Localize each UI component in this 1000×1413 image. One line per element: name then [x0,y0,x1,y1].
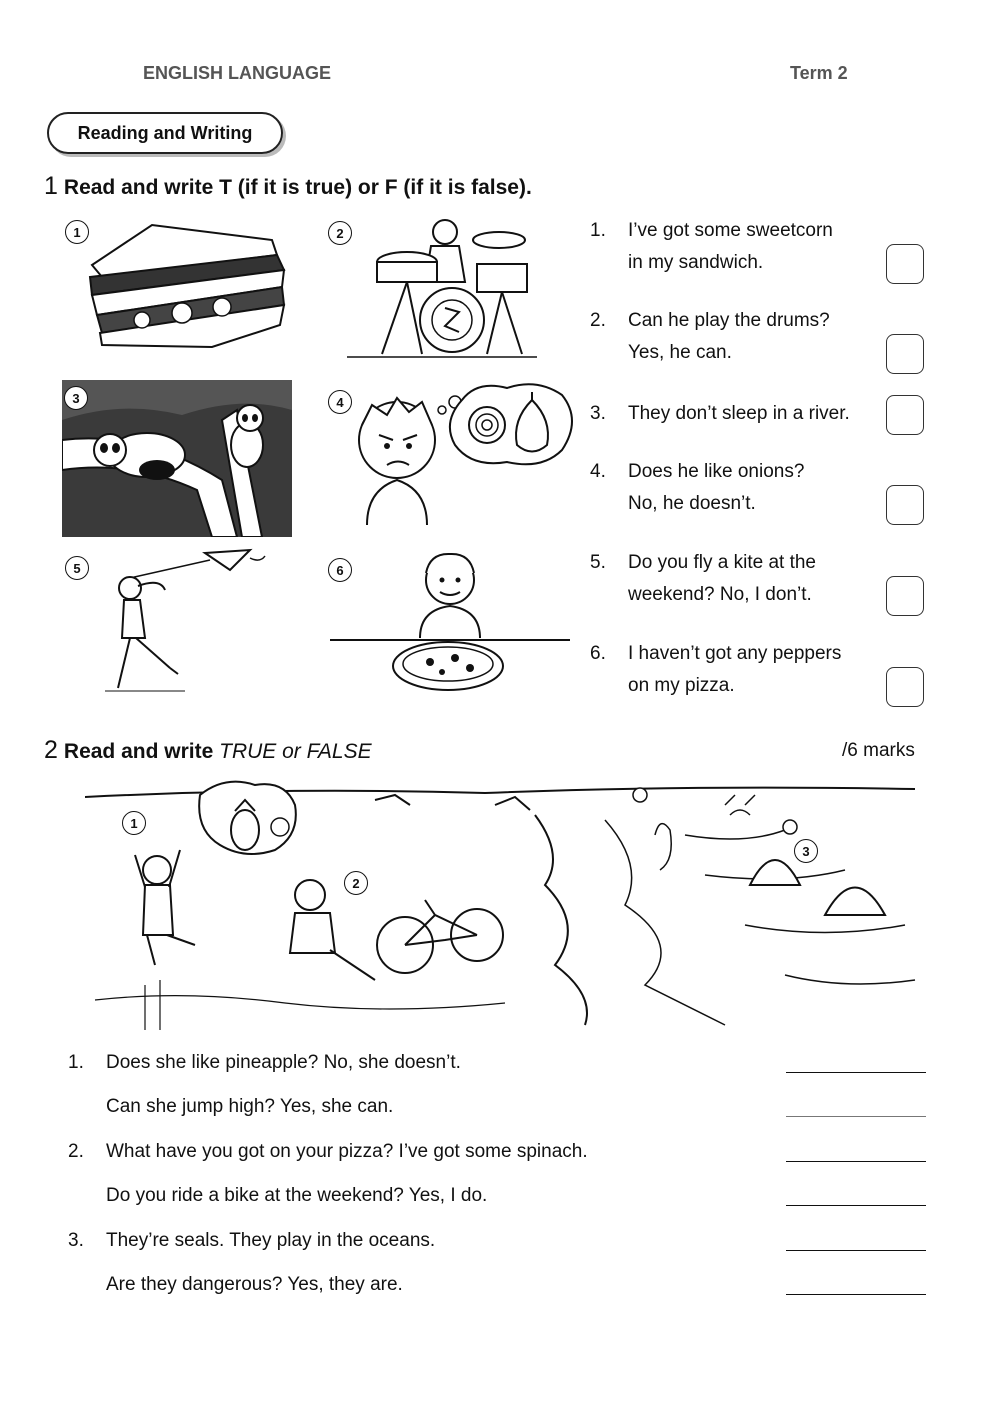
part1-question-5 [590,547,880,611]
answer-line-4[interactable] [786,1205,926,1206]
answer-box-6[interactable] [886,667,924,707]
question-line: weekend? No, I don’t. [628,584,812,605]
part1-instruction: Read and write T (if it is true) or F (if it is false). [63,176,532,199]
answer-line-5[interactable] [786,1250,926,1251]
question-number: 4. [590,461,606,482]
question-line: Do you fly a kite at the [628,552,816,573]
question-line: on my pizza. [628,675,735,696]
answer-box-1[interactable] [886,244,924,284]
subject-title: ENGLISH LANGUAGE [143,63,332,83]
scene-number-2: 2 [344,871,368,895]
answer-box-2[interactable] [886,334,924,374]
part2-question-number: 2. [68,1141,84,1162]
part2-number: 2 [44,736,58,764]
picture-drummer [327,212,555,362]
boy-thinking-onions-illustration [327,380,577,530]
pandas-in-tree-illustration [62,380,292,537]
picture-sandwich [62,215,292,360]
sandwich-illustration [62,215,292,360]
part2-question-text: Does she like pineapple? No, she doesn’t. [106,1052,461,1073]
part1-number: 1 [44,172,58,200]
question-number: 5. [590,552,606,573]
term-label: Term 2 [790,63,848,83]
picture-number-5: 5 [65,556,89,580]
question-line: Does he like onions? [628,461,805,482]
scene-number-1: 1 [122,811,146,835]
picture-pizza-boy [330,548,570,696]
drum-kit-illustration [327,212,555,362]
part2-instruction: Read and write [63,740,214,763]
part1-title [44,172,532,201]
part2-question-text: What have you got on your pizza? I’ve got some spinach. [106,1141,588,1162]
part2-question-number: 3. [68,1230,84,1251]
answer-line-3[interactable] [786,1161,926,1162]
question-number: 2. [590,310,606,331]
part2-marks: /6 marks [842,740,915,761]
question-line: Can he play the drums? [628,310,830,331]
answer-box-4[interactable] [886,485,924,525]
answer-line-6[interactable] [786,1294,926,1295]
question-line: in my sandwich. [628,252,764,273]
picture-number-1: 1 [65,220,89,244]
picture-number-3: 3 [64,386,88,410]
answer-line-2[interactable] [786,1116,926,1117]
part2-question-text: Can she jump high? Yes, she can. [106,1096,394,1117]
part1-question-2 [590,305,880,369]
part2-question-text: Are they dangerous? Yes, they are. [106,1274,403,1295]
beach-scene-illustration [85,775,920,1035]
part1-question-6 [590,638,880,702]
answer-line-1[interactable] [786,1072,926,1073]
girl-flying-kite-illustration [90,548,270,696]
picture-pandas [62,380,292,537]
answer-box-3[interactable] [886,395,924,435]
question-line: No, he doesn’t. [628,493,756,514]
part1-question-4 [590,456,880,520]
part2-question-text: Do you ride a bike at the weekend? Yes, I do. [106,1185,488,1206]
scene-number-3: 3 [794,839,818,863]
part2-title [44,736,372,765]
part1-question-1 [590,215,880,279]
beach-scene [85,775,920,1035]
part2-question-text: They’re seals. They play in the oceans. [106,1230,436,1251]
question-line: I’ve got some sweetcorn [628,220,833,241]
question-line: I haven’t got any peppers [628,643,842,664]
answer-box-5[interactable] [886,576,924,616]
section-label-text: Reading and Writing [77,122,253,143]
question-number: 3. [590,403,606,424]
question-line: They don’t sleep in a river. [628,403,850,424]
question-line: Yes, he can. [628,342,732,363]
part2-instruction-italic: TRUE or FALSE [219,740,372,763]
picture-number-6: 6 [328,558,352,582]
question-number: 1. [590,220,606,241]
part2-question-number: 1. [68,1052,84,1073]
picture-number-2: 2 [328,221,352,245]
section-label [47,112,283,154]
boy-with-pizza-illustration [330,548,570,696]
question-number: 6. [590,643,606,664]
picture-kite-girl [90,548,270,696]
picture-number-4: 4 [328,390,352,414]
part1-question-3 [590,398,880,430]
picture-boy-onions [327,380,577,530]
